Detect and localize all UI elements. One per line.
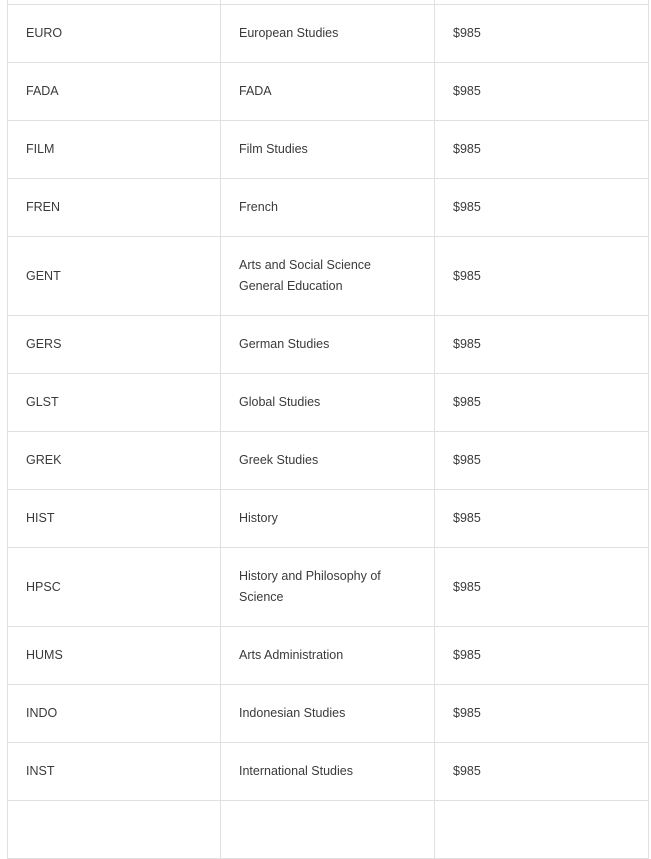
table-row — [8, 685, 649, 743]
course-code-cell: GENT — [8, 237, 221, 316]
course-code-cell: FREN — [8, 179, 221, 237]
fees-table-container — [7, 0, 648, 859]
course-name-cell: History and Philosophy of Science — [221, 548, 435, 627]
course-fee-cell: $985 — [435, 743, 649, 801]
course-name-cell: History — [221, 490, 435, 548]
course-fee-cell: $985 — [435, 5, 649, 63]
table-row — [8, 316, 649, 374]
course-name-cell: Indonesian Studies — [221, 685, 435, 743]
course-fee-cell: $985 — [435, 63, 649, 121]
course-code-cell: HIST — [8, 490, 221, 548]
course-name-cell: Film Studies — [221, 121, 435, 179]
course-name-cell: French — [221, 179, 435, 237]
course-fee-cell: $985 — [435, 374, 649, 432]
table-row — [8, 743, 649, 801]
course-name-cell: International Studies — [221, 743, 435, 801]
course-fee-cell: $985 — [435, 237, 649, 316]
course-name-cell: European Studies — [221, 5, 435, 63]
course-code-cell: HPSC — [8, 548, 221, 627]
course-name-cell: Arts and Social Science General Education — [221, 237, 435, 316]
course-code-cell: GREK — [8, 432, 221, 490]
course-code-cell: FILM — [8, 121, 221, 179]
course-name-cell — [221, 801, 435, 859]
table-row — [8, 432, 649, 490]
course-code-cell: INST — [8, 743, 221, 801]
table-row — [8, 801, 649, 859]
course-fee-cell: $985 — [435, 432, 649, 490]
course-code-cell: HUMS — [8, 627, 221, 685]
course-code-cell: INDO — [8, 685, 221, 743]
course-fee-cell: $985 — [435, 490, 649, 548]
course-code-cell: EURO — [8, 5, 221, 63]
fees-table — [7, 0, 649, 859]
table-row — [8, 237, 649, 316]
table-row — [8, 548, 649, 627]
course-name-cell: Global Studies — [221, 374, 435, 432]
course-fee-cell: $985 — [435, 627, 649, 685]
table-row — [8, 121, 649, 179]
course-code-cell: GLST — [8, 374, 221, 432]
course-code-cell: GERS — [8, 316, 221, 374]
table-row — [8, 627, 649, 685]
table-row — [8, 179, 649, 237]
course-code-cell: FADA — [8, 63, 221, 121]
course-fee-cell — [435, 801, 649, 859]
course-fee-cell: $985 — [435, 316, 649, 374]
table-row — [8, 63, 649, 121]
course-fee-cell: $985 — [435, 179, 649, 237]
course-name-cell: Arts Administration — [221, 627, 435, 685]
table-row — [8, 5, 649, 63]
table-row — [8, 374, 649, 432]
table-row — [8, 490, 649, 548]
course-code-cell — [8, 801, 221, 859]
course-name-cell: German Studies — [221, 316, 435, 374]
course-fee-cell: $985 — [435, 548, 649, 627]
course-fee-cell: $985 — [435, 685, 649, 743]
course-name-cell: Greek Studies — [221, 432, 435, 490]
course-fee-cell: $985 — [435, 121, 649, 179]
course-name-cell: FADA — [221, 63, 435, 121]
